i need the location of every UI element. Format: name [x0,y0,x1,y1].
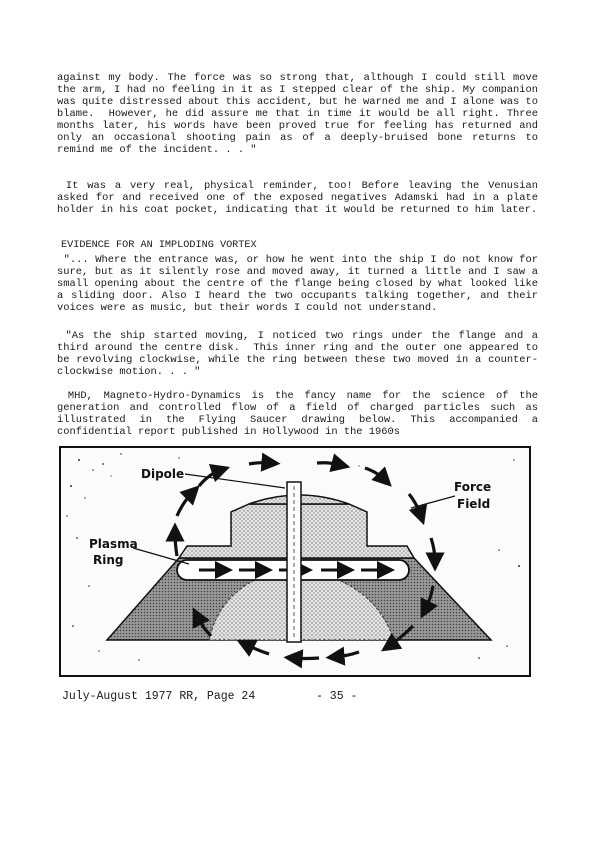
label-plasma: Plasma [89,537,138,551]
paragraph-rings: "As the ship started moving, I noticed two rings under the flange and a third around the centre disk. This inner ring and the outer one appeared to be revolving clockwise, while the ring between these two moved in a counter-clockwise motion. . . " [57,330,545,378]
page-number: - 35 - [316,690,358,703]
dipole-rod [287,482,301,642]
label-force: Force [454,480,492,494]
section-heading: EVIDENCE FOR AN IMPLODING VORTEX [61,240,257,251]
paragraph-mhd: MHD, Magneto-Hydro-Dynamics is the fancy name for the science of the generation and controlled flow of a field of charged particles such as illustrated in the Flying Saucer drawing below. This accompanied a confidential report published in Hollywood in the 1960s [57,390,545,438]
flying-saucer-diagram [59,446,532,677]
label-dipole: Dipole [141,467,185,481]
label-field: Field [457,497,491,511]
footer-source: July-August 1977 RR, Page 24 [62,690,256,703]
paragraph-reminder: It was a very real, physical reminder, too! Before leaving the Venusian asked for and received one of the exposed negatives Adamski had in a plate holder in his coat pocket, indicating that it would be returned to him later. [57,180,545,216]
paragraph-injury: against my body. The force was so strong that, although I could still move the arm, I had no feeling in it as I stepped clear of the ship. My companion was quite distressed about this accident, but he warned me and I alone was to blame. However, he did assure me that in time it would be all right. Three months later, his words have been proved true for feeling has returned and only an occasional shooting pain as of a deeply-bruised bone returns to remind me of the incident. . . " [57,72,545,156]
paragraph-entrance: "... Where the entrance was, or how he went into the ship I do not know for sure, but as it silently rose and moved away, it turned a little and I saw a small opening about the centre of the flange being closed by what looked like a sliding door. Also I heard the two occupants talking together, and their voices were as music, but their words I could not understand. [57,254,545,314]
label-ring: Ring [93,553,124,567]
flying-saucer-drawing [59,446,532,677]
